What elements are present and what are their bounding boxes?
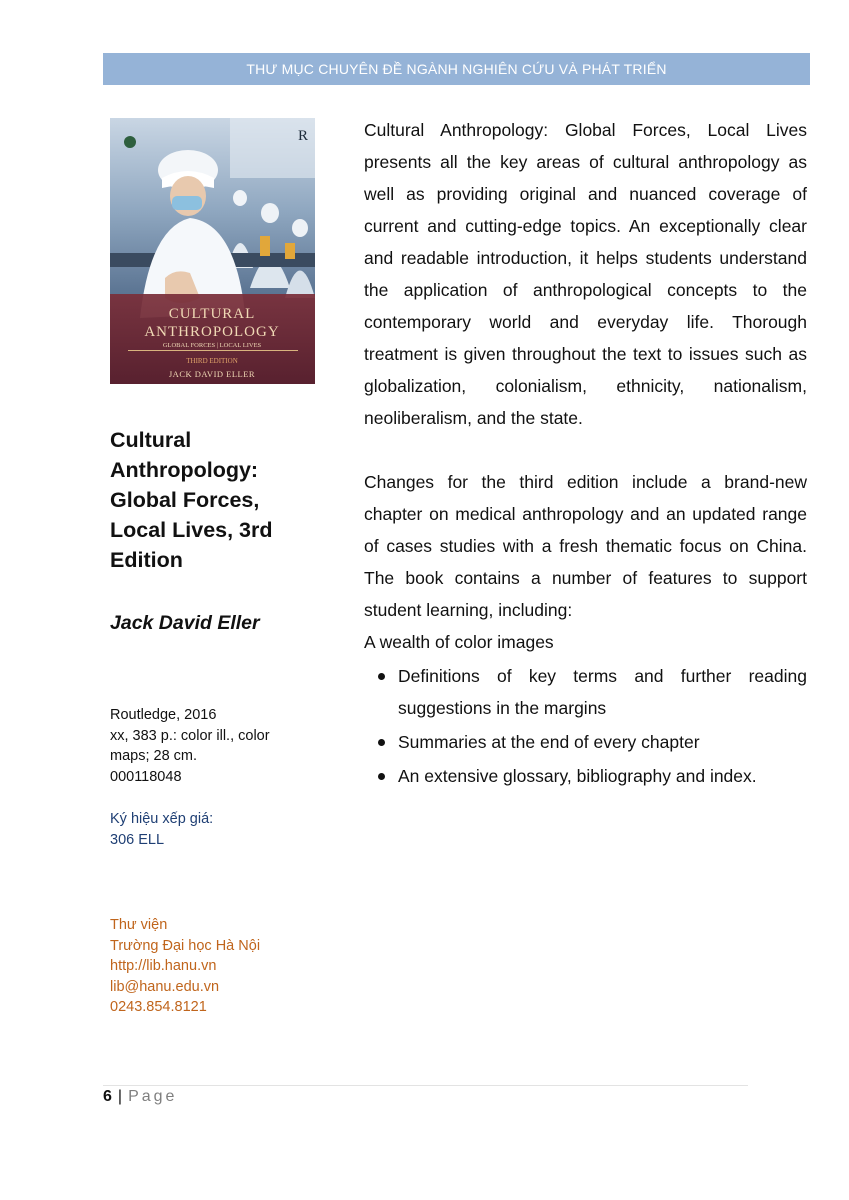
page-word: Page: [128, 1088, 178, 1105]
header-bar: [103, 53, 810, 85]
list-item-text: An extensive glossary, bibliography and index.: [398, 766, 757, 786]
library-contact: [110, 915, 320, 1018]
feature-list: [364, 660, 807, 792]
header-title: THƯ MỤC CHUYÊN ĐỀ NGÀNH NGHIÊN CỨU VÀ PHÁT TRIỂN: [246, 61, 667, 77]
feature-lead-item: A wealth of color images: [364, 632, 554, 652]
cover-title-line1: CULTURAL: [168, 306, 256, 322]
publisher-logo: R: [297, 128, 309, 144]
list-item: [364, 660, 807, 724]
paragraph-spacer: [364, 434, 807, 466]
library-email-link[interactable]: lib@hanu.edu.vn: [110, 978, 220, 995]
list-item: [364, 760, 807, 792]
list-item: [364, 726, 807, 758]
book-title: Cultural Anthropology: Global Forces, Local Lives, 3rd Edition: [110, 428, 273, 572]
library-institution: Trường Đại học Hà Nội: [110, 937, 261, 954]
description-paragraph-2: Changes for the third edition include a brand-new chapter on medical anthropology and an updated range of cases studies with a fresh thematic focus on China. The book contains a number of features to support student learning, including:: [364, 472, 807, 620]
record-id: 000118048: [110, 768, 182, 785]
library-website-link[interactable]: http://lib.hanu.vn: [110, 958, 217, 974]
page-number: 6: [103, 1088, 112, 1105]
book-author: Jack David Eller: [110, 612, 260, 634]
publication-info: [110, 705, 320, 787]
library-phone: 0243.854.8121: [110, 999, 207, 1015]
footer-divider: [103, 1085, 748, 1086]
list-item-text: Summaries at the end of every chapter: [398, 732, 700, 752]
page-footer: [103, 1088, 177, 1106]
book-cover-image: [110, 118, 315, 384]
bullet-icon: [378, 673, 385, 680]
publisher-year: Routledge, 2016: [110, 707, 217, 723]
call-number: 306 ELL: [110, 831, 165, 848]
list-item-text: Definitions of key terms and further reading suggestions in the margins: [398, 666, 807, 718]
bullet-icon: [378, 739, 385, 746]
physical-description: xx, 383 p.: color ill., color: [110, 727, 270, 744]
library-name: Thư viện: [110, 917, 168, 933]
call-number-label: Ký hiệu xếp giá:: [110, 811, 214, 827]
footer-separator: |: [117, 1088, 123, 1105]
cover-subtitle: GLOBAL FORCES | LOCAL LIVES: [162, 342, 262, 349]
cover-title-line2: ANTHROPOLOGY: [144, 324, 280, 340]
call-number-block: [110, 809, 320, 850]
physical-description-cont: maps; 28 cm.: [110, 748, 198, 764]
book-description: [364, 114, 807, 792]
description-paragraph-1: Cultural Anthropology: Global Forces, Local Lives presents all the key areas of cultural anthropology as well as providing original and nuanced coverage of current and cutting-edge topics. An exceptionally clear and readable introduction, it helps students understand the application of anthropological concepts to the contemporary world and everyday life. Thorough treatment is given throughout the text to issues such as globalization, colonialism, ethnicity, nationalism, neoliberalism, and the state.: [364, 120, 807, 428]
cover-author: JACK DAVID ELLER: [168, 369, 256, 379]
cover-photo: [110, 118, 315, 384]
cover-edition: THIRD EDITION: [186, 357, 238, 365]
bullet-icon: [378, 773, 385, 780]
